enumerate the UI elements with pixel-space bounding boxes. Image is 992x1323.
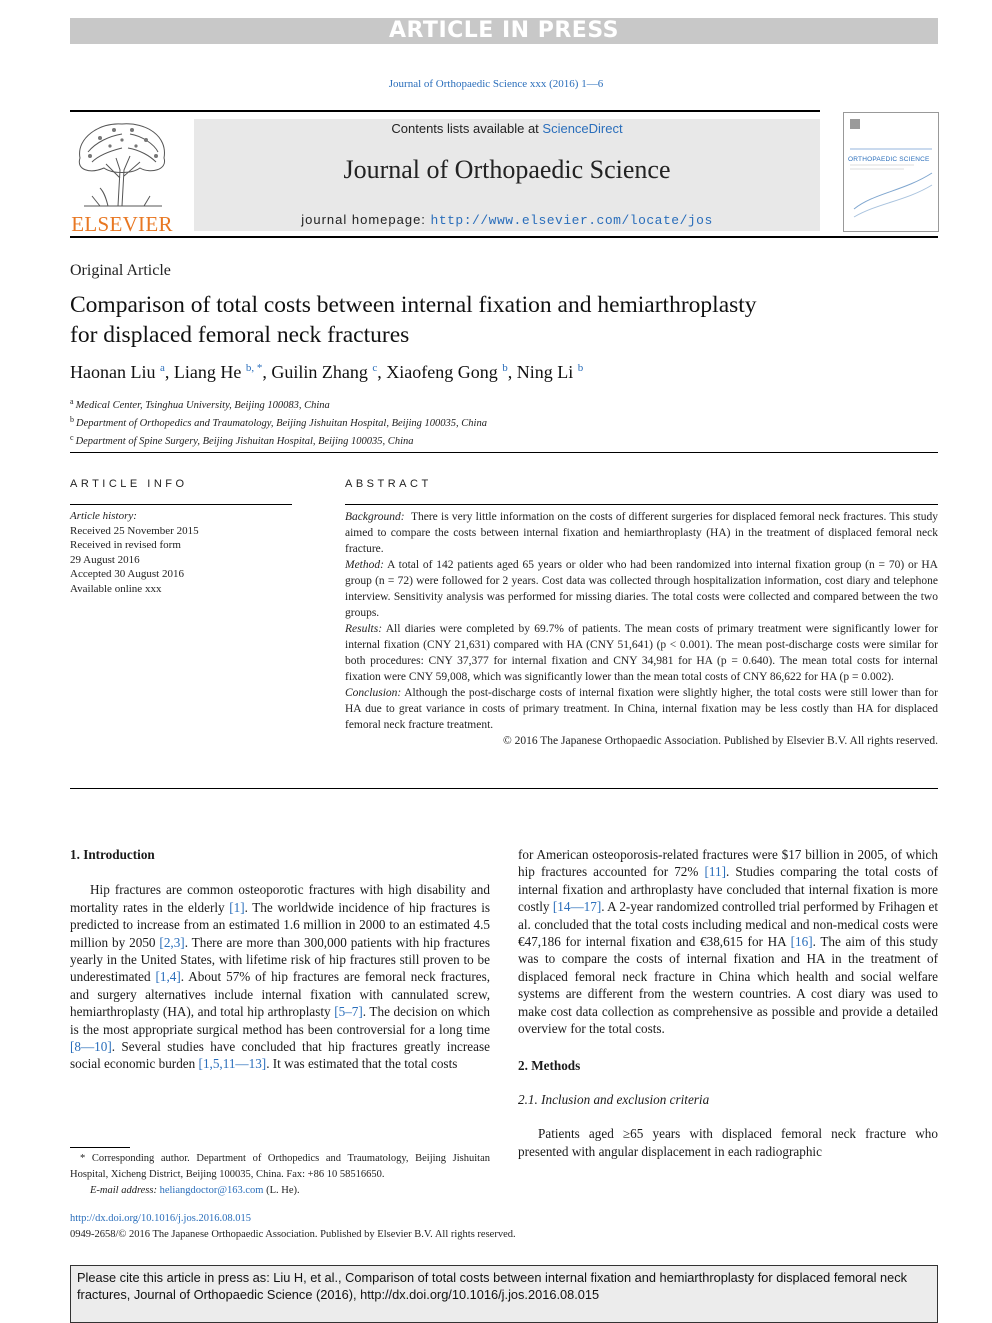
author-affil-marker[interactable]: b (502, 362, 508, 374)
abstract-body (345, 509, 938, 749)
homepage-link[interactable]: http://www.elsevier.com/locate/jos (430, 213, 713, 228)
author-separator: , (377, 362, 387, 382)
citation-link[interactable]: [11] (704, 864, 726, 880)
abstract-label: Background: (345, 511, 405, 523)
paragraph-text: . The worldwide incidence of hip fractures is predicted to increase from an estimated 1.6 million in 2000 to an estimated 4.5 million by 2050 (70, 899, 490, 950)
contents-prefix: Contents lists available at (391, 121, 543, 136)
citation-link[interactable]: [2,3] (159, 934, 185, 950)
paragraph-text: . The aim of this study was to compare the costs of internal fixation and HA in the treatment of displaced femoral neck fracture in China which health and social welfare systems are different from the western countries. A cost diary was used to make cost data collection as comprehensive as possible and provide a detailed overview for the total costs. (518, 934, 938, 1037)
homepage-prefix: journal homepage: (301, 212, 431, 227)
author-separator: , (164, 362, 174, 382)
affiliation-item (70, 395, 487, 413)
intro-paragraph (70, 881, 490, 1072)
affiliation-marker: b (70, 415, 74, 424)
history-line: Received in revised form (70, 539, 181, 551)
paragraph-text: . Studies comparing the total costs of internal fixation and arthroplasty have concluded that internal fixation is more costly (518, 864, 939, 915)
abstract-section (345, 621, 938, 685)
journal-cover-thumbnail[interactable] (843, 112, 939, 232)
article-info-rule (70, 504, 292, 505)
email-line (70, 1183, 490, 1199)
history-line: 29 August 2016 (70, 553, 140, 566)
paragraph-text: . It was estimated that the total costs (266, 1056, 458, 1072)
email-link[interactable]: heliangdoctor@163.com (159, 1185, 264, 1196)
paragraph-text: . About 57% of hip fractures are femoral neck fractures, and surgery alternatives include internal fixation with cannulated screw, hemiarthroplasty (HA), and total hip arthroplasty (70, 969, 490, 1020)
author-affil-marker[interactable]: a (159, 362, 165, 374)
corresponding-author-text: * Corresponding author. Department of Orthopedics and Traumatology, Beijing Jishuitan Hospital, Xicheng District, Beijing 100035, China. Fax: +86 10 58516650. (70, 1153, 490, 1180)
abstract-copyright: © 2016 The Japanese Orthopaedic Association. Published by Elsevier B.V. All rights reserved. (502, 735, 938, 747)
history-line: Available online xxx (70, 582, 162, 595)
paragraph-text: Hip fractures are common osteoporotic fractures with high disability and mortality rates in the elderly (70, 882, 490, 915)
author-separator: , (507, 362, 517, 382)
abstract-section (345, 509, 938, 557)
author-name[interactable]: Liang He (173, 362, 242, 382)
elsevier-wordmark: ELSEVIER (71, 212, 173, 236)
journal-reference[interactable]: Journal of Orthopaedic Science xxx (2016) 1—6 (388, 78, 604, 90)
inclusion-criteria-heading: 2.1. Inclusion and exclusion criteria (518, 1091, 710, 1107)
author-affil-marker[interactable]: b (577, 362, 584, 374)
methods-heading: 2. Methods (518, 1058, 581, 1074)
author-affil-marker[interactable]: b, * (245, 362, 263, 374)
paragraph-text: . The decision on which is the most appropriate surgical method has been controversial for a long time (70, 1004, 490, 1037)
article-history (70, 509, 292, 596)
paragraph-text: . There are more than 300,000 patients with hip fractures yearly in the United States, with lifetime risk of hip fractures still proven to be underestimated (70, 934, 490, 985)
history-line: Accepted 30 August 2016 (70, 568, 184, 580)
abstract-rule (345, 504, 938, 505)
email-label: E-mail address: (90, 1185, 157, 1196)
abstract-text: All diaries were completed by 69.7% of patients. The mean costs of primary treatment were significantly lower for internal fixation (CNY 21,631) compared with HA (CNY 51,641) (p < 0.001). The mean post-discharge costs were similar for both procedures: CNY 37,377 for internal fixation and CNY 34,981 for HA (p = 0.640). The mean total costs for internal fixation were CNY 59,008, which was significantly lower than the mean total costs of CNY 86,622 for HA (p = 0.002). (345, 623, 938, 683)
abstract-text: Although the post-discharge costs of internal fixation were slightly higher, the total costs were still lower than for HA due to great variance in costs of primary treatment. In China, internal fixation may be less costly than HA for displaced femoral neck fracture treatment. (345, 687, 938, 731)
abstract-bottom-rule (70, 788, 938, 789)
journal-homepage-line (194, 212, 820, 228)
doi-block (70, 1211, 516, 1243)
abstract-text: There is very little information on the costs of different surgeries for displaced femoral neck fractures. This study aimed to compare the costs between internal fixation and hemiarthroplasty (HA) in the treatment of displaced femoral neck fracture. (345, 511, 938, 555)
abstract-text: A total of 142 patients aged 65 years or older who had been randomized into internal fixation group (n = 70) or HA group (n = 72) were followed for 2 years. Cost data was collected through hospitalization information, cost diary and telephone interview. Sensitivity analysis was performed for missing diaries. The total costs were collected and compared between the two groups. (345, 559, 938, 619)
intro-paragraph-continued (518, 846, 938, 1037)
abstract-label: Method: (345, 559, 384, 571)
abstract-label: Results: (345, 623, 383, 635)
abstract-label: Conclusion: (345, 687, 402, 699)
affiliation-text: Medical Center, Tsinghua University, Beijing 100083, China (75, 400, 330, 411)
article-in-press-banner: ARTICLE IN PRESS (70, 18, 938, 44)
citation-link[interactable]: [14—17] (552, 899, 602, 915)
citation-link[interactable]: [8—10] (70, 1039, 112, 1055)
citation-link[interactable]: [1,4] (155, 969, 181, 985)
body-column-right (518, 846, 938, 1160)
citation-link[interactable]: [1] (229, 899, 245, 915)
author-separator: , (262, 362, 272, 382)
article-type: Original Article (70, 262, 171, 279)
doi-link[interactable]: http://dx.doi.org/10.1016/j.jos.2016.08.015 (70, 1213, 251, 1224)
cover-journal-name: ORTHOPAEDIC SCIENCE (848, 156, 930, 163)
abstract-section (345, 557, 938, 621)
citation-link[interactable]: [5–7] (334, 1004, 363, 1020)
author-name[interactable]: Xiaofeng Gong (386, 362, 498, 382)
author-affil-marker[interactable]: c (372, 362, 378, 374)
contents-available-line (194, 121, 820, 136)
affiliation-marker: c (70, 433, 74, 442)
issn-copyright: 0949-2658/© 2016 The Japanese Orthopaedic Association. Published by Elsevier B.V. All rights reserved. (70, 1229, 516, 1240)
citation-link[interactable]: [16] (790, 934, 813, 950)
affiliation-item (70, 413, 487, 431)
footnote-rule (70, 1147, 130, 1148)
body-column-left (70, 846, 490, 1073)
journal-title: Journal of Orthopaedic Science (343, 155, 671, 184)
elsevier-tree-icon (70, 118, 174, 210)
paragraph-text: . Several studies have concluded that hip fractures greatly increase social economic burden (70, 1039, 490, 1072)
history-line: Received 25 November 2015 (70, 524, 199, 537)
article-info-heading: ARTICLE INFO (70, 478, 188, 490)
author-name[interactable]: Guilin Zhang (271, 362, 368, 382)
history-heading: Article history: (70, 510, 137, 522)
author-name[interactable]: Ning Li (516, 362, 574, 382)
citation-box: Please cite this article in press as: Liu H, et al., Comparison of total costs between internal fixation and hemiarthroplasty for displaced femoral neck fractures, Journal of Orthopaedic Science (2016), http://dx.doi.org/10.1016/j.jos.2016.08.015 (70, 1265, 938, 1323)
methods-paragraph: Patients aged ≥65 years with displaced femoral neck fracture who presented with angular displacement in each radiographic (518, 1126, 938, 1159)
affiliations (70, 395, 487, 449)
author-name[interactable]: Haonan Liu (70, 362, 156, 382)
affiliation-text: Department of Spine Surgery, Beijing Jishuitan Hospital, Beijing 100035, China (75, 436, 414, 447)
header-rule (70, 452, 938, 453)
email-suffix: (L. He). (263, 1185, 300, 1196)
article-title: Comparison of total costs between internal fixation and hemiarthroplasty for displaced femoral neck fractures (70, 292, 757, 348)
affiliation-text: Department of Orthopedics and Traumatology, Beijing Jishuitan Hospital, Beijing 100035, China (76, 418, 487, 429)
paragraph-text: for American osteoporosis-related fractures were $17 billion in 2005, of which hip fractures accounted for 72% (518, 847, 938, 880)
masthead-bottom-rule (70, 236, 938, 238)
author-list (70, 362, 583, 383)
masthead-top-rule (70, 110, 820, 112)
abstract-heading: ABSTRACT (345, 478, 432, 490)
abstract-section (345, 685, 938, 733)
affiliation-item (70, 431, 487, 449)
sciencedirect-link[interactable]: ScienceDirect (542, 121, 623, 136)
cover-thumbnail-art (844, 113, 938, 231)
paragraph-text: . A 2-year randomized controlled trial performed by Frihagen et al. concluded that the total costs including medical and non-medical costs were €47,186 for internal fixation and €38,615 for HA (518, 899, 938, 950)
citation-link[interactable]: [1,5,11—13] (198, 1056, 267, 1072)
intro-heading: 1. Introduction (70, 847, 155, 862)
corresponding-author-footnote (70, 1151, 490, 1199)
affiliation-marker: a (70, 397, 74, 406)
